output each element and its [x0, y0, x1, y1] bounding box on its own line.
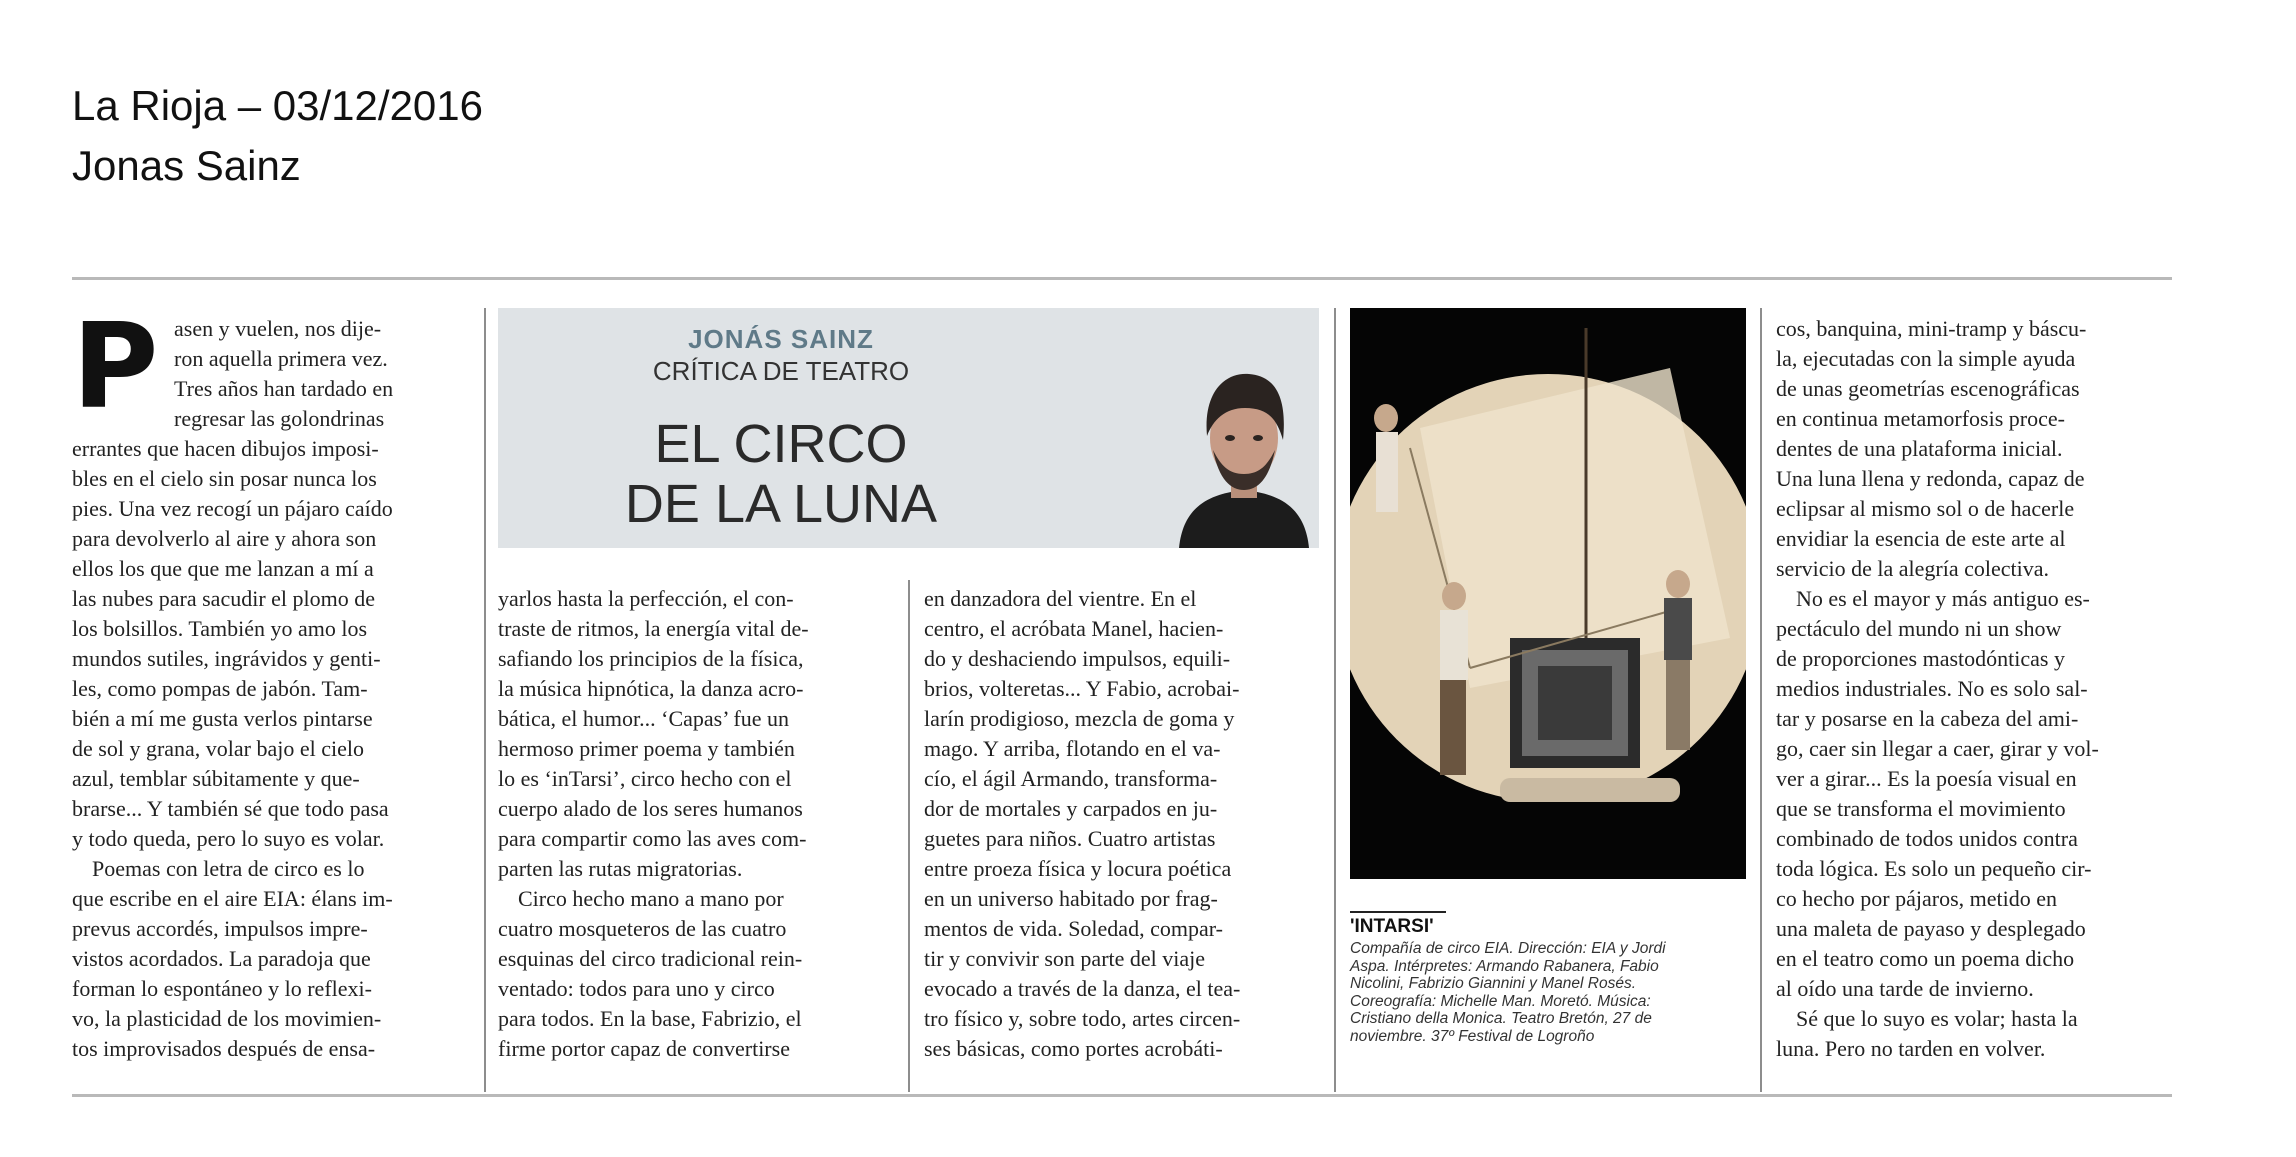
text-line: envidiar la esencia de este arte al	[1776, 526, 2066, 551]
text-line: bles en el cielo sin posar nunca los	[72, 466, 377, 491]
author-portrait-icon	[1169, 358, 1319, 548]
text-line: regresar las golondrinas	[174, 406, 385, 431]
text-line: Tres años han tardado en	[174, 376, 394, 401]
text-line: una maleta de payaso y desplegado	[1776, 916, 2086, 941]
text-line: vistos acordados. La paradoja que	[72, 946, 371, 971]
text-line: ventado: todos para uno y circo	[498, 976, 775, 1001]
drop-cap: P	[72, 297, 159, 435]
text-line: de sol y grana, volar bajo el cielo	[72, 736, 365, 761]
text-line: de proporciones mastodónticas y	[1776, 646, 2065, 671]
text-line: Nicolini, Fabrizio Giannini y Manel Rosés.	[1350, 975, 1637, 993]
text-line: parten las rutas migratorias.	[498, 856, 743, 881]
text-line: Circo hecho mano a mano por	[518, 886, 784, 911]
text-line: dor de mortales y carpados en ju-	[924, 796, 1218, 821]
text-line: errantes que hacen dibujos imposi-	[72, 436, 379, 461]
text-line: ses básicas, como portes acrobáti-	[924, 1036, 1223, 1061]
text-line: Una luna llena y redonda, capaz de	[1776, 466, 2085, 491]
text-line: brarse... Y también sé que todo pasa	[72, 796, 389, 821]
top-rule	[72, 277, 2172, 280]
text-line: esquinas del circo tradicional rein-	[498, 946, 803, 971]
text-line: que escribe en el aire EIA: élans im-	[72, 886, 393, 911]
text-line: co hecho por pájaros, metido en	[1776, 886, 2058, 911]
text-line: mundos sutiles, ingrávidos y genti-	[72, 646, 381, 671]
text-line: cío, el ágil Armando, transforma-	[924, 766, 1218, 791]
text-line: cuatro mosqueteros de las cuatro	[498, 916, 787, 941]
text-line: lo es ‘inTarsi’, circo hecho con el	[498, 766, 792, 791]
text-line: asen y vuelen, nos dije-	[174, 316, 382, 341]
text-line: brios, volteretas... Y Fabio, acrobai-	[924, 676, 1240, 701]
text-line: los bolsillos. También yo amo los	[72, 616, 368, 641]
text-line: entre proeza física y locura poética	[924, 856, 1232, 881]
source-date-label: La Rioja – 03/12/2016	[72, 82, 483, 129]
column-divider	[1760, 308, 1762, 1092]
text-line: la música hipnótica, la danza acro-	[498, 676, 804, 701]
text-line: firme portor capaz de convertirse	[498, 1036, 790, 1061]
headline-line: EL CIRCO	[654, 414, 908, 474]
caption-title: 'INTARSI'	[1350, 916, 1434, 937]
text-line: Compañía de circo EIA. Dirección: EIA y Jordi	[1350, 940, 1666, 957]
article-column-2	[498, 584, 898, 1064]
text-line: en danzadora del vientre. En el	[924, 586, 1197, 611]
article-column-3	[924, 584, 1324, 1064]
text-line: pectáculo del mundo ni un show	[1776, 616, 2062, 641]
article-column-4	[1776, 314, 2176, 1064]
bottom-rule	[72, 1094, 2172, 1097]
text-line: toda lógica. Es solo un pequeño cir-	[1776, 856, 2092, 881]
text-line: de unas geometrías escenográficas	[1776, 376, 2080, 401]
text-line: dentes de una plataforma inicial.	[1776, 436, 2063, 461]
text-line: medios industriales. No es solo sal-	[1776, 676, 2088, 701]
column-divider	[1334, 308, 1336, 1092]
section-label: CRÍTICA DE TEATRO	[652, 356, 910, 386]
text-line: tro físico y, sobre todo, artes circen-	[924, 1006, 1241, 1031]
text-line: bática, el humor... ‘Capas’ fue un	[498, 706, 789, 731]
text-line: tos improvisados después de ensa-	[72, 1036, 376, 1061]
text-line: noviembre. 37º Festival de Logroño	[1350, 1027, 1595, 1045]
text-line: Cristiano della Monica. Teatro Bretón, 27 de	[1350, 1010, 1652, 1028]
text-line: traste de ritmos, la energía vital de-	[498, 616, 809, 641]
text-line: mago. Y arriba, flotando en el va-	[924, 736, 1221, 761]
text-line: cuerpo alado de los seres humanos	[498, 796, 803, 821]
text-line: guetes para niños. Cuatro artistas	[924, 826, 1216, 851]
stage-photo-icon	[1350, 308, 1746, 879]
text-line: combinado de todos unidos contra	[1776, 826, 2078, 851]
text-line: azul, temblar súbitamente y que-	[72, 766, 360, 791]
text-line: yarlos hasta la perfección, el con-	[498, 586, 794, 611]
text-line: ver a girar... Es la poesía visual en	[1776, 766, 2077, 791]
headline	[498, 414, 1064, 534]
text-line: larín prodigioso, mezcla de goma y	[924, 706, 1235, 731]
text-line: Poemas con letra de circo es lo	[92, 856, 365, 881]
text-line: cos, banquina, mini-tramp y báscu-	[1776, 316, 2087, 341]
text-line: las nubes para sacudir el plomo de	[72, 586, 376, 611]
text-line: Coreografía: Michelle Man. Moretó. Música:	[1350, 992, 1651, 1010]
text-line: forman lo espontáneo y lo reflexi-	[72, 976, 372, 1001]
text-line: mentos de vida. Soledad, compar-	[924, 916, 1223, 941]
text-line: ron aquella primera vez.	[174, 346, 388, 371]
photo-caption	[1350, 940, 1750, 1046]
text-line: vo, la plasticidad de los movimien-	[72, 1006, 382, 1031]
text-line: al oído una tarde de invierno.	[1776, 976, 2034, 1001]
text-line: les, como pompas de jabón. Tam-	[72, 676, 368, 701]
text-line: pies. Una vez recogí un pájaro caído	[72, 496, 393, 521]
caption-rule	[1350, 911, 1446, 913]
text-line: safiando los principios de la física,	[498, 646, 804, 671]
text-line: do y deshaciendo impulsos, equili-	[924, 646, 1231, 671]
author-label: Jonas Sainz	[72, 142, 301, 189]
column-divider	[484, 308, 486, 1092]
critic-byline: JONÁS SAINZ	[688, 324, 874, 354]
text-line: bién a mí me gusta verlos pintarse	[72, 706, 373, 731]
article-column-1	[72, 297, 472, 1064]
text-line: go, caer sin llegar a caer, girar y vol-	[1776, 736, 2099, 761]
text-line: para compartir como las aves com-	[498, 826, 807, 851]
text-line: para todos. En la base, Fabrizio, el	[498, 1006, 802, 1031]
text-line: hermoso primer poema y también	[498, 736, 795, 761]
headline-line: DE LA LUNA	[624, 474, 938, 534]
text-line: para devolverlo al aire y ahora son	[72, 526, 377, 551]
text-line: en continua metamorfosis proce-	[1776, 406, 2065, 431]
text-line: Sé que lo suyo es volar; hasta la	[1796, 1006, 2078, 1031]
text-line: tar y posarse en la cabeza del ami-	[1776, 706, 2079, 731]
text-line: evocado a través de la danza, el tea-	[924, 976, 1241, 1001]
review-banner	[498, 308, 1319, 548]
text-line: servicio de la alegría colectiva.	[1776, 556, 2050, 581]
text-line: que se transforma el movimiento	[1776, 796, 2066, 821]
text-line: No es el mayor y más antiguo es-	[1796, 586, 2090, 611]
column-divider	[908, 580, 910, 1092]
text-line: centro, el acróbata Manel, hacien-	[924, 616, 1224, 641]
text-line: en el teatro como un poema dicho	[1776, 946, 2075, 971]
text-line: eclipsar al mismo sol o de hacerle	[1776, 496, 2075, 521]
text-line: ellos los que que me lanzan a mí a	[72, 556, 374, 581]
text-line: y todo queda, pero lo suyo es volar.	[72, 826, 385, 851]
text-line: luna. Pero no tarden en volver.	[1776, 1036, 2046, 1061]
text-line: tir y convivir son parte del viaje	[924, 946, 1206, 971]
text-line: Aspa. Intérpretes: Armando Rabanera, Fabio	[1350, 957, 1659, 975]
text-line: en un universo habitado por frag-	[924, 886, 1218, 911]
text-line: la, ejecutadas con la simple ayuda	[1776, 346, 2076, 371]
text-line: prevus accordés, impulsos impre-	[72, 916, 368, 941]
